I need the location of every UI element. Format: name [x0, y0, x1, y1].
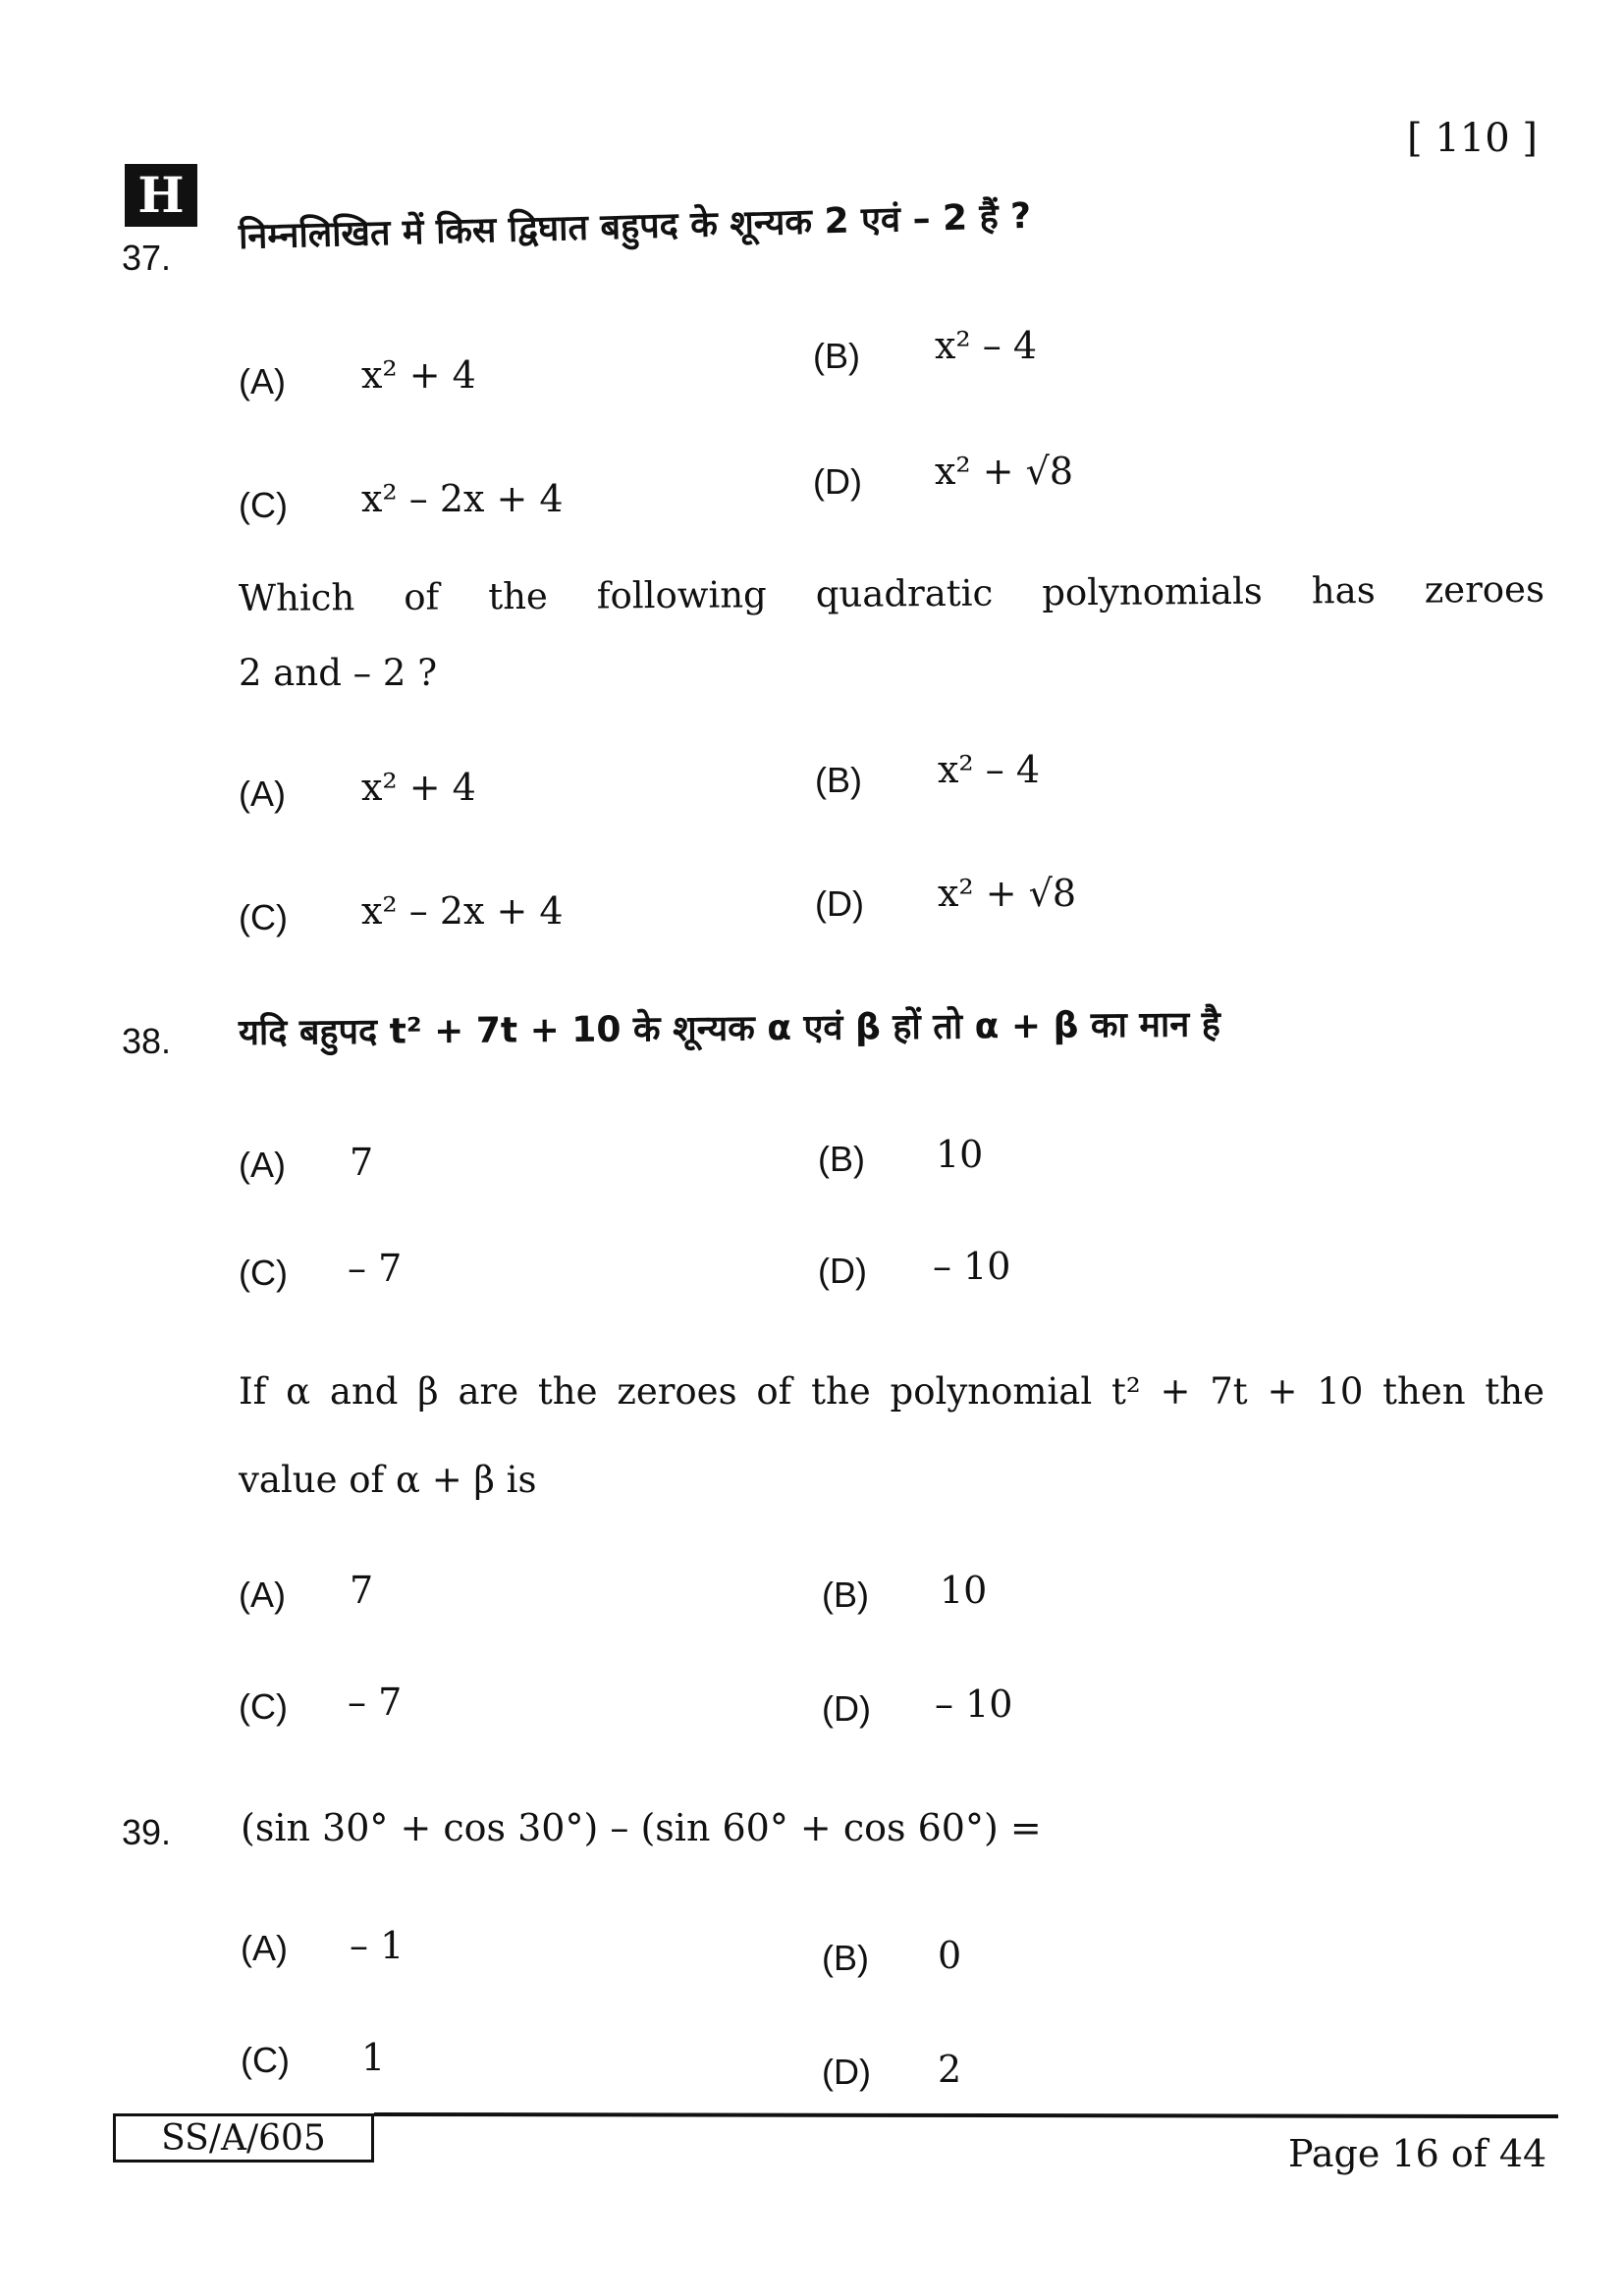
option-value: 10: [936, 1133, 984, 1176]
option-label: (B): [822, 1938, 869, 1978]
option-value: x² + √8: [935, 450, 1074, 493]
option-label: (C): [239, 897, 288, 937]
option-value: 7: [350, 1141, 374, 1184]
option-value: – 1: [350, 1924, 405, 1967]
option-value: 2: [938, 2048, 962, 2091]
option-value: x² + 4: [361, 766, 476, 809]
option-value: – 10: [935, 1682, 1013, 1726]
option-value: x² + 4: [361, 353, 476, 397]
question-number: 37.: [122, 238, 172, 278]
option-value: x² + √8: [938, 872, 1077, 915]
option-label: (D): [822, 1688, 871, 1729]
option-label: (D): [818, 1251, 867, 1291]
question-text-hindi: यदि बहुपद t² + 7t + 10 के शून्यक α एवं β हों तो α + β का मान है: [238, 1004, 1221, 1053]
option-label: (A): [241, 1928, 288, 1968]
option-label: (C): [239, 1253, 288, 1293]
option-label: (A): [239, 1145, 286, 1185]
paper-code: SS/A/605: [113, 2113, 374, 2163]
option-label: (A): [239, 774, 286, 814]
question-text-english: If α and β are the zeroes of the polynomial t² + 7t + 10 then the: [239, 1370, 1544, 1413]
option-value: – 7: [348, 1247, 403, 1290]
option-label: (A): [239, 361, 286, 401]
option-label: (B): [818, 1139, 865, 1179]
option-value: x² – 4: [938, 748, 1040, 791]
option-value: x² – 4: [935, 324, 1037, 367]
question-text-english: Which of the following quadratic polynomials has zeroes: [238, 567, 1545, 619]
question-expression: (sin 30° + cos 30°) – (sin 60° + cos 60°) =: [241, 1806, 1042, 1849]
question-text-english-cont: 2 and – 2 ?: [239, 652, 438, 694]
option-label: (A): [239, 1575, 286, 1615]
page-number: Page 16 of 44: [1288, 2132, 1547, 2175]
option-label: (B): [813, 336, 860, 376]
option-value: 0: [938, 1934, 962, 1977]
question-number: 39.: [122, 1812, 172, 1852]
option-label: (C): [239, 1686, 288, 1727]
option-value: – 7: [348, 1681, 403, 1724]
option-value: – 10: [933, 1245, 1011, 1288]
option-value: x² – 2x + 4: [361, 477, 564, 520]
option-label: (D): [815, 883, 864, 924]
page-marker: [ 110 ]: [1407, 116, 1538, 161]
question-number: 38.: [122, 1021, 172, 1061]
option-label: (B): [822, 1575, 869, 1615]
option-value: 10: [940, 1569, 988, 1612]
option-label: (B): [815, 760, 862, 800]
question-text-hindi: निम्नलिखित में किस द्विघात बहुपद के शून्यक 2 एवं – 2 हैं ?: [238, 195, 1032, 257]
option-label: (D): [822, 2052, 871, 2092]
option-label: (D): [813, 461, 862, 502]
question-text-english-cont: value of α + β is: [239, 1459, 537, 1501]
footer-rule: [374, 2112, 1558, 2118]
section-badge: H: [125, 164, 197, 227]
option-value: 1: [361, 2036, 386, 2079]
option-label: (C): [241, 2040, 290, 2080]
option-label: (C): [239, 485, 288, 525]
option-value: 7: [350, 1569, 374, 1612]
option-value: x² – 2x + 4: [361, 889, 564, 933]
